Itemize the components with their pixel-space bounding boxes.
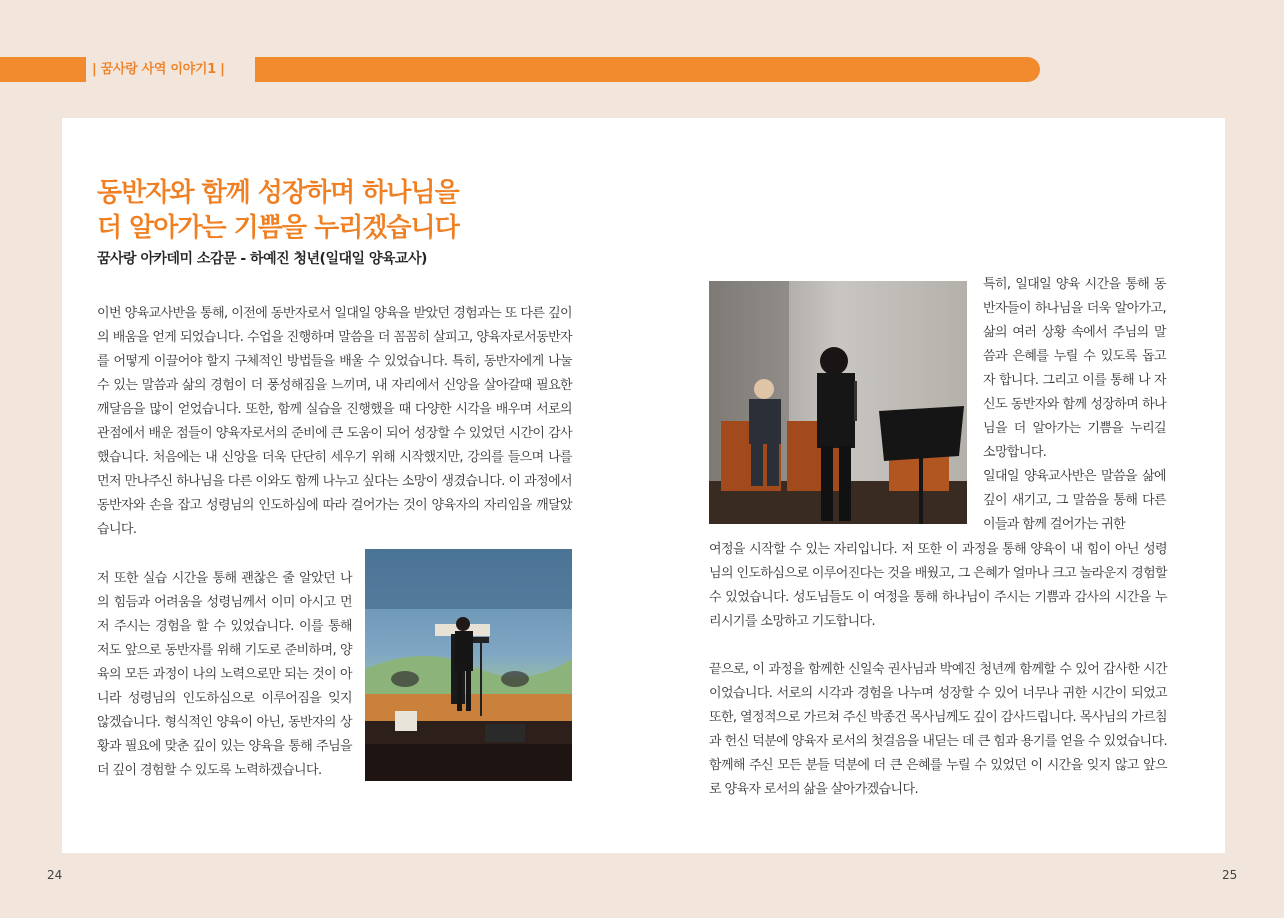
stage-speaker-illustration bbox=[365, 549, 572, 781]
title-line-1: 동반자와 함께 성장하며 하나님을 bbox=[97, 178, 459, 208]
section-label: | 꿈사랑 사역 이야기1 | bbox=[92, 62, 225, 77]
page-number-left: 24 bbox=[47, 868, 63, 882]
stage-speaker-photo bbox=[365, 549, 572, 781]
body-paragraph-2: 저 또한 실습 시간을 통해 괜찮은 줄 알았던 나의 힘듬과 어려움을 성령님께서 이미 아시고 먼저 주시는 경험을 할 수 있었습니다. 이를 통해 저도 앞으로 동반자를 위해 기도로 준비하며, 양육의 모든 과정이 나의 노력으로만 되는 것이 아니라 성령님의 인도하심으로 이루어짐을 잊지 않겠습니다. 형식적인 양육이 아닌, 동반자의 상황과 필요에 맞춘 깊이 있는 양육을 통해 주님을 더 깊이 경험할 수 있도록 노력하겠습니다. bbox=[97, 571, 352, 778]
body-paragraph-4-start: 일대일 양육교사반은 말씀을 삶에 깊이 새기고, 그 말씀을 통해 다른 이들과 함께 걸어가는 귀한 bbox=[983, 469, 1166, 532]
header-band-left bbox=[0, 57, 86, 82]
body-paragraph-3: 특히, 일대일 양육 시간을 통해 동반자들이 하나님을 더욱 알아가고, 삶의 여러 상황 속에서 주님의 말씀과 은혜를 누릴 수 있도록 돕고자 합니다. 그리고 이를 통해 나 자신도 동반자와 함께 성장하며 하나님을 더 알아가는 기쁨을 누리길 소망합니다. bbox=[983, 277, 1166, 460]
right-column-paragraph-intro bbox=[983, 273, 1166, 537]
article-title bbox=[97, 176, 577, 246]
article-subtitle: 꿈사랑 아카데미 소감문 - 하예진 청년(일대일 양육교사) bbox=[97, 251, 427, 267]
body-paragraph-5: 끝으로, 이 과정을 함께한 신일숙 권사님과 박예진 청년께 함께할 수 있어 감사한 시간이었습니다. 서로의 시각과 경험을 나누며 성장할 수 있어 너무나 귀한 시간이 되었고 또한, 열정적으로 가르쳐 주신 박종건 목사님께도 깊이 감사드립니다. 목사님의 가르침과 헌신 덕분에 양육자 로서의 첫걸음을 내딛는 데 큰 힘과 용기를 얻을 수 있었습니다. 함께해 주신 모든 분들 덕분에 더 큰 은혜를 누릴 수 있었던 이 시간을 잊지 않고 앞으로 양육자 로서의 삶을 살아가겠습니다. bbox=[709, 662, 1167, 797]
microphone-speaker-illustration bbox=[709, 281, 967, 524]
body-paragraph-4-continued: 여정을 시작할 수 있는 자리입니다. 저 또한 이 과정을 통해 양육이 내 힘이 아닌 성령님의 인도하심으로 이루어진다는 것을 배웠고, 그 은혜가 얼마나 크고 놀라운지 경험할 수 있었습니다. 성도님들도 이 여정을 통해 하나님이 주시는 기쁨과 감사의 시간을 누리시기를 소망하고 기도합니다. bbox=[709, 542, 1167, 629]
body-paragraph-1: 이번 양육교사반을 통해, 이전에 동반자로서 일대일 양육을 받았던 경험과는 또 다른 깊이의 배움을 얻게 되었습니다. 수업을 진행하며 말씀을 더 꼼꼼히 살피고, 양육자로서동반자를 어떻게 이끌어야 할지 구체적인 방법들을 배울 수 있었습니다. 특히, 동반자에게 나눌 수 있는 말씀과 삶의 경험이 더 풍성해짐을 느끼며, 내 자리에서 신앙을 살아갈때 필요한 깨달음을 많이 얻었습니다. 또한, 함께 실습을 진행했을 때 다양한 시각을 배우며 서로의 관점에서 배운 점들이 양육자로서의 준비에 큰 도움이 되어 성장할 수 있었던 시간이 감사했습니다. 처음에는 내 신앙을 더욱 단단히 세우기 위해 시작했지만, 강의를 들으며 나를 먼저 만나주신 하나님을 다른 이와도 함께 나누고 싶다는 소망이 생겼습니다. 이 과정에서 동반자와 손을 잡고 성령님의 인도하심에 따라 걸어가는 것이 양육자의 자리임을 깨달았습니다. bbox=[97, 306, 572, 537]
microphone-speaker-photo bbox=[709, 281, 967, 524]
page-number-right: 25 bbox=[1222, 868, 1238, 882]
header-band-right bbox=[255, 57, 1040, 82]
article-page bbox=[62, 118, 1225, 853]
title-line-2: 더 알아가는 기쁨을 누리겠습니다 bbox=[97, 213, 459, 243]
